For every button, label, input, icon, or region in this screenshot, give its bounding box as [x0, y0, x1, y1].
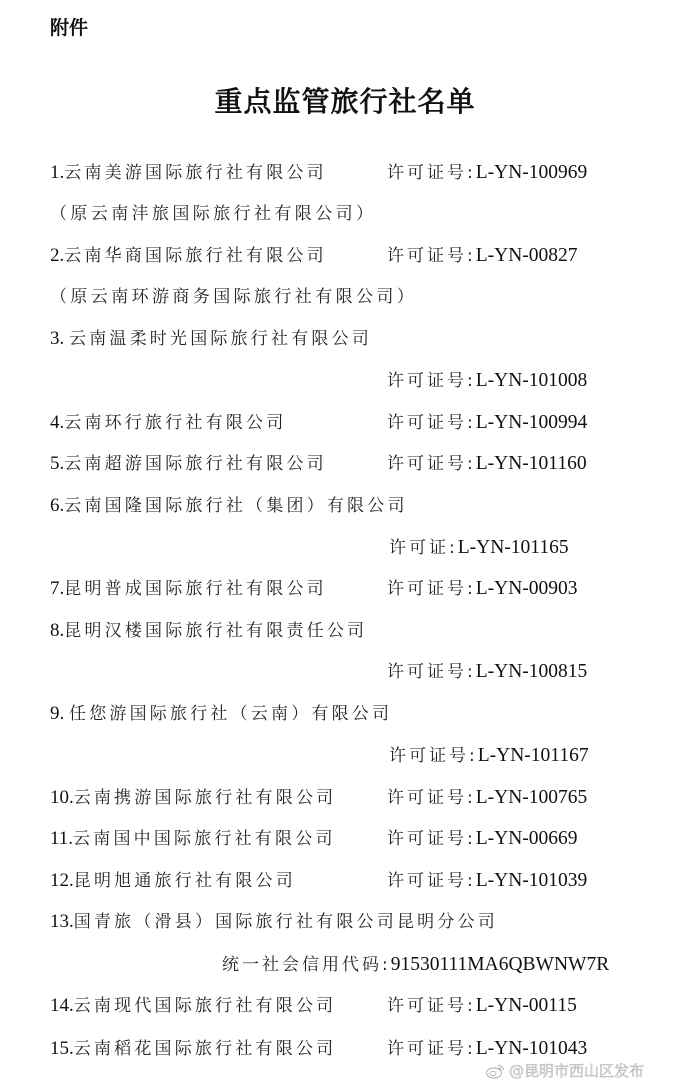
license-number: L-YN-101160 [475, 453, 587, 474]
license-label: 许可证号: [389, 746, 478, 766]
license-number: L-YN-00669 [475, 828, 578, 849]
entry-11-name-row [50, 827, 336, 851]
entry-13-name-row [50, 910, 498, 934]
agency-name: 云南温柔时光国际旅行社有限公司 [69, 329, 372, 349]
license-label: 许可证号: [387, 1039, 476, 1059]
license-number: L-YN-00115 [475, 995, 577, 1016]
entry-number: 11. [50, 828, 74, 849]
license-number: L-YN-100994 [475, 412, 588, 433]
agency-name: 云南稻花国际旅行社有限公司 [73, 1039, 337, 1059]
license-number: L-YN-00827 [475, 245, 578, 266]
entry-9-license [389, 744, 589, 768]
entry-number: 9. [50, 703, 69, 724]
license-label: 许可证号: [387, 829, 476, 849]
license-label: 许可证号: [387, 413, 476, 433]
attachment-label: 附件 [50, 17, 89, 39]
entry-12-name-row [50, 869, 296, 893]
entry-5-license [387, 452, 587, 476]
agency-name: 云南国隆国际旅行社（集团）有限公司 [64, 496, 408, 516]
entry-9-name-row [50, 702, 392, 726]
license-number: L-YN-101043 [475, 1038, 588, 1059]
license-label: 许可证号: [387, 371, 476, 391]
license-label: 许可证号: [387, 454, 476, 474]
agency-name: 国青旅（滑县）国际旅行社有限公司昆明分公司 [73, 912, 498, 932]
license-label: 许可证号: [387, 788, 476, 808]
license-number: L-YN-101039 [475, 870, 588, 891]
entry-2-name-row [50, 244, 327, 268]
license-number: L-YN-100815 [475, 661, 588, 682]
entry-10-license [387, 786, 587, 810]
license-label: 许可证号: [387, 662, 476, 682]
entry-number: 8. [50, 620, 65, 641]
credit-code-label: 统一社会信用代码: [222, 955, 391, 975]
entry-14-license [387, 994, 577, 1018]
credit-code-value: 91530111MA6QBWNW7R [390, 954, 610, 975]
agency-name: 云南超游国际旅行社有限公司 [64, 454, 327, 474]
entry-10-name-row [50, 786, 336, 810]
entry-number: 13. [50, 911, 74, 932]
license-label: 许可证号: [387, 996, 476, 1016]
entry-1-former-name: （原云南沣旅国际旅行社有限公司） [50, 204, 377, 224]
license-number: L-YN-101165 [457, 537, 569, 558]
license-label: 许可证号: [387, 246, 476, 266]
entry-number: 5. [50, 453, 65, 474]
entry-5-name-row [50, 452, 327, 476]
entry-1-name-row [50, 161, 327, 185]
entry-7-license [387, 577, 578, 601]
license-label: 许可证号: [387, 163, 476, 183]
license-label: 许可证号: [387, 871, 476, 891]
entry-14-name-row [50, 994, 336, 1018]
entry-number: 1. [50, 162, 65, 183]
entry-2-former-name: （原云南环游商务国际旅行社有限公司） [50, 287, 418, 307]
license-number: L-YN-00903 [475, 578, 578, 599]
entry-3-license [387, 369, 587, 393]
entry-6-name-row [50, 494, 408, 518]
agency-name: 云南美游国际旅行社有限公司 [64, 163, 327, 183]
entry-3-name-row [50, 327, 372, 351]
entry-number: 4. [50, 412, 65, 433]
license-number: L-YN-101167 [477, 745, 589, 766]
agency-name: 云南华商国际旅行社有限公司 [64, 246, 327, 266]
entry-7-name-row [50, 577, 327, 601]
entry-15-name-row [50, 1037, 336, 1061]
weibo-icon [485, 1063, 505, 1079]
entry-1-license [387, 161, 587, 185]
entry-number: 7. [50, 578, 65, 599]
watermark-text: @昆明市西山区发布 [509, 1062, 645, 1080]
license-number: L-YN-100969 [475, 162, 588, 183]
entry-12-license [387, 869, 587, 893]
agency-name: 云南国中国际旅行社有限公司 [73, 829, 336, 849]
agency-name: 云南环行旅行社有限公司 [64, 413, 287, 433]
entry-4-license [387, 411, 587, 435]
license-label: 许可证号: [387, 579, 476, 599]
entry-number: 2. [50, 245, 65, 266]
agency-name: 昆明普成国际旅行社有限公司 [64, 579, 327, 599]
weibo-watermark [485, 1060, 644, 1081]
entry-11-license [387, 827, 578, 851]
page-title: 重点监管旅行社名单 [214, 85, 476, 118]
entry-8-license [387, 660, 587, 684]
entry-4-name-row [50, 411, 286, 435]
entry-number: 15. [50, 1038, 74, 1059]
entry-2-license [387, 244, 578, 268]
entry-6-license [389, 536, 569, 560]
entry-number: 14. [50, 995, 74, 1016]
entry-15-license [387, 1037, 587, 1061]
license-number: L-YN-100765 [475, 787, 588, 808]
agency-name: 昆明汉楼国际旅行社有限责任公司 [64, 621, 368, 641]
license-label: 许可证: [389, 538, 458, 558]
license-number: L-YN-101008 [475, 370, 588, 391]
entry-13-credit-code [222, 953, 609, 977]
entry-number: 12. [50, 870, 74, 891]
entry-number: 6. [50, 495, 65, 516]
agency-name: 任您游国际旅行社（云南）有限公司 [69, 704, 393, 724]
entry-number: 10. [50, 787, 74, 808]
entry-number: 3. [50, 328, 69, 349]
agency-name: 云南现代国际旅行社有限公司 [73, 996, 337, 1016]
agency-name: 昆明旭通旅行社有限公司 [73, 871, 296, 891]
agency-name: 云南携游国际旅行社有限公司 [73, 788, 337, 808]
entry-8-name-row [50, 619, 367, 643]
